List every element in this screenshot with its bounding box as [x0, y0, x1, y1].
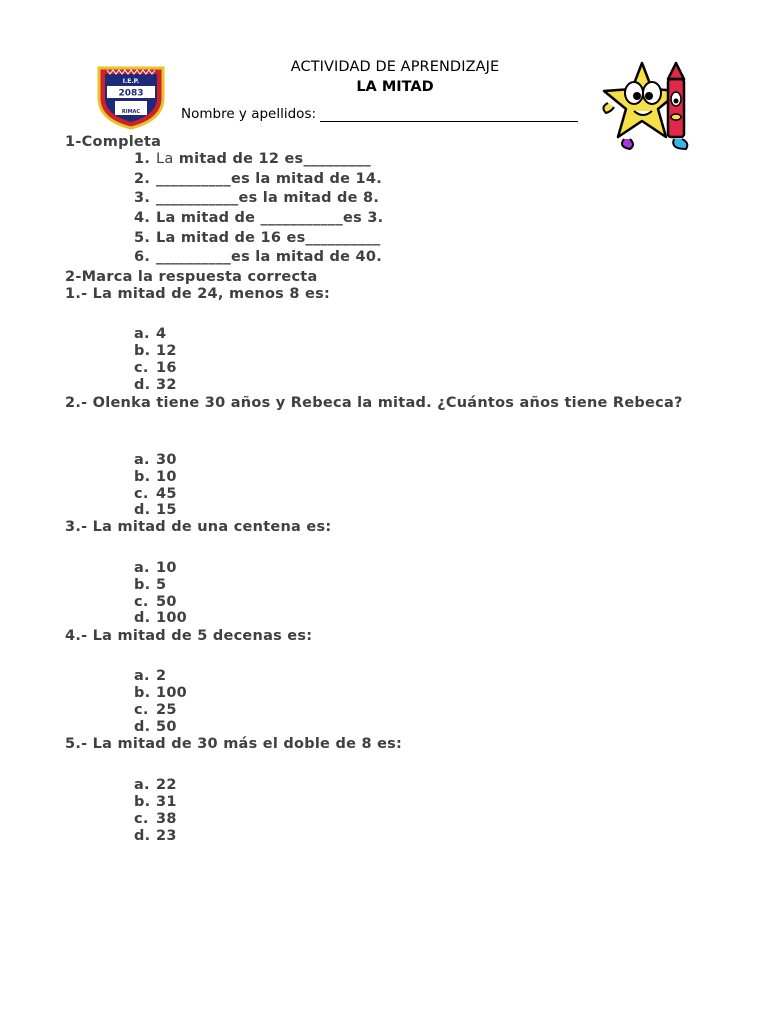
question-5-option-c: c. 38	[134, 811, 177, 827]
question-5-option-b: b. 31	[134, 794, 177, 810]
logo-top-text: I.E.P.	[122, 78, 140, 85]
question-1-option-c: c. 16	[134, 360, 177, 376]
question-2-option-d: d. 15	[134, 502, 177, 518]
question-2-option-a: a. 30	[134, 452, 177, 468]
completa-item-3: 3. ___________es la mitad de 8.	[134, 190, 380, 206]
logo-number: 2083	[118, 88, 144, 99]
question-1-option-b: b. 12	[134, 343, 177, 359]
question-3: 3.- La mitad de una centena es:	[65, 519, 332, 535]
name-blank-line	[320, 107, 578, 122]
completa-item-2: 2. __________es la mitad de 14.	[134, 171, 382, 187]
completa-item-4: 4. La mitad de ___________es 3.	[134, 210, 384, 226]
completa-item-1: 1. La mitad de 12 es_________	[134, 151, 371, 167]
question-5-option-d: d. 23	[134, 828, 177, 844]
question-4: 4.- La mitad de 5 decenas es:	[65, 628, 313, 644]
question-1-option-a: a. 4	[134, 326, 167, 342]
completa-item-5: 5. La mitad de 16 es__________	[134, 230, 381, 246]
question-2-option-c: c. 45	[134, 486, 177, 502]
question-3-option-b: b. 5	[134, 577, 167, 593]
name-label: Nombre y apellidos:	[181, 106, 317, 122]
name-row	[181, 106, 578, 122]
star-crayon-mascot-icon	[600, 55, 700, 155]
question-4-option-d: d. 50	[134, 719, 177, 735]
question-3-option-c: c. 50	[134, 594, 177, 610]
logo-bottom-text: RIMAC	[121, 109, 141, 115]
section-1-heading: 1-Completa	[65, 134, 162, 150]
question-4-option-b: b. 100	[134, 685, 188, 701]
question-5: 5.- La mitad de 30 más el doble de 8 es:	[65, 736, 403, 752]
worksheet-subtitle: LA MITAD	[356, 79, 434, 95]
question-3-option-d: d. 100	[134, 610, 188, 626]
completa-item-6: 6. __________es la mitad de 40.	[134, 249, 382, 265]
question-2: 2.- Olenka tiene 30 años y Rebeca la mitad. ¿Cuántos años tiene Rebeca?	[65, 395, 683, 411]
worksheet-title: ACTIVIDAD DE APRENDIZAJE	[290, 59, 500, 75]
question-1-option-d: d. 32	[134, 377, 177, 393]
question-1: 1.- La mitad de 24, menos 8 es:	[65, 286, 331, 302]
question-2-option-b: b. 10	[134, 469, 177, 485]
question-4-option-a: a. 2	[134, 668, 167, 684]
question-4-option-c: c. 25	[134, 702, 177, 718]
question-5-option-a: a. 22	[134, 777, 177, 793]
section-2-heading: 2-Marca la respuesta correcta	[65, 269, 318, 285]
question-3-option-a: a. 10	[134, 560, 177, 576]
